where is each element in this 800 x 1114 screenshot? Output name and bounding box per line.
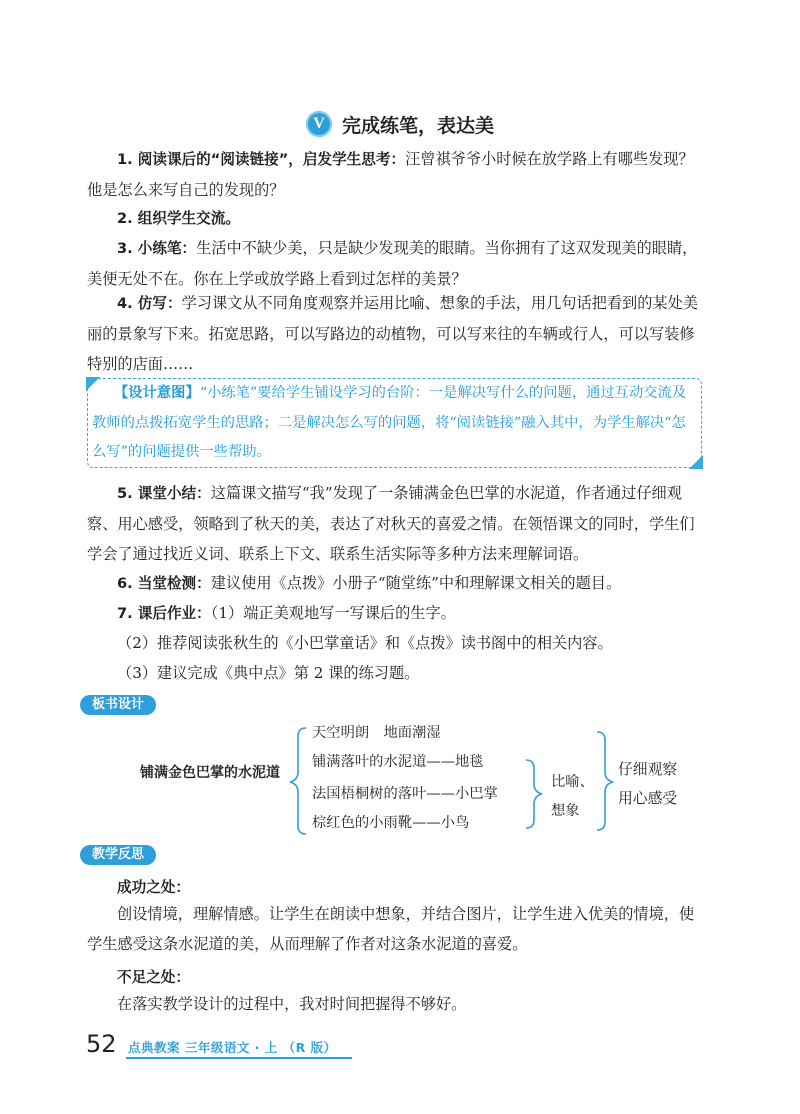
success-text: 创设情境，理解情感。让学生在朗读中想象，并结合图片，让学生进入优美的情境，使学生感受这条水泥道的美，从而理解了作者对这条水泥道的喜爱。 [87, 905, 695, 953]
board-item: 法国梧桐树的落叶——小巴掌 [312, 786, 498, 802]
homework-item: （2）推荐阅读张秋生的《小巴掌童话》和《点拨》读书阁中的相关内容。 [117, 634, 613, 652]
step-5 [87, 478, 702, 569]
homework-item: （3）建议完成《典中点》第 2 课的练习题。 [117, 664, 420, 682]
step-label: 4. 仿写： [117, 295, 182, 312]
success-heading: 成功之处： [117, 879, 190, 896]
step-4 [87, 288, 702, 379]
step-label: 5. 课堂小结： [117, 485, 211, 502]
board-mid-label: 想象 [551, 803, 580, 819]
board-right-label: 用心感受 [618, 790, 678, 807]
board-item: 铺满落叶的水泥道——地毯 [312, 754, 484, 770]
board-design-badge: 板书设计 [80, 695, 156, 715]
step-label: 1. 阅读课后的“阅读链接”，启发学生思考： [117, 151, 406, 168]
step-2 [87, 203, 702, 234]
step-3 [87, 233, 702, 294]
middle-brace-icon [526, 760, 542, 828]
section-heading [0, 108, 800, 140]
board-main-title: 铺满金色巴掌的水泥道 [140, 765, 280, 781]
step-label: 7. 课后作业： [117, 605, 211, 622]
step-label: 2. 组织学生交流。 [117, 210, 240, 227]
step-label: 6. 当堂检测： [117, 575, 211, 592]
section-title: 完成练笔，表达美 [341, 114, 494, 137]
step-text: 生活中不缺少美，只是缺少发现美的眼睛。当你拥有了这双发现美的眼睛，美便无处不在。你在上学或放学路上看到过怎样的美景？ [87, 239, 698, 288]
step-label: 3. 小练笔： [117, 240, 197, 257]
design-intent-label: 【设计意图】 [114, 385, 200, 401]
right-brace-icon [597, 732, 613, 830]
step-7 [87, 598, 702, 629]
design-intent-box [87, 378, 702, 468]
board-item: 棕红色的小雨靴——小鸟 [312, 815, 470, 831]
step-text: 这篇课文描写“我”发现了一条铺满金色巴掌的水泥道，作者通过仔细观察、用心感受，领略到了秋天的美，表达了对秋天的喜爱之情。在领悟课文的同时，学生们学会了通过找近义词、联系上下文、联系生活实际等多种方法来理解词语。 [87, 484, 695, 563]
footer-book-title: 点典教案 三年级语文 · 上 （R 版） [128, 1040, 337, 1055]
page-number: 52 [86, 1030, 117, 1058]
design-intent-body: “小练笔”要给学生铺设学习的台阶：一是解决写什么的问题，通过互动交流及教师的点拨拓宽学生的思路；二是解决怎么写的问题，将“阅读链接”融入其中，为学生解决“怎么写”的问题提供一些帮助。 [92, 385, 687, 460]
design-intent-text [92, 379, 697, 468]
board-item: 天空明朗 地面潮湿 [312, 725, 441, 741]
roman-numeral-badge: V [306, 111, 332, 137]
teaching-reflection-badge: 教学反思 [80, 845, 156, 865]
board-right-label: 仔细观察 [618, 761, 678, 778]
shortage-text: 在落实教学设计的过程中，我对时间把握得不够好。 [117, 995, 467, 1013]
step-text: 学习课文从不同角度观察并运用比喻、想象的手法，用几句话把看到的某处美丽的景象写下来。拓宽思路，可以写路边的动植物，可以写来往的车辆或行人，可以写装修特别的店面…… [87, 294, 698, 373]
board-design-diagram [0, 722, 800, 840]
board-mid-label: 比喻、 [551, 774, 594, 790]
shortage-heading: 不足之处： [117, 969, 190, 986]
step-text: 汪曾祺爷爷小时候在放学路上有哪些发现？他是怎么来写自己的发现的？ [87, 150, 694, 199]
step-text: 建议使用《点拨》小册子“随堂练”中和理解课文相关的题目。 [210, 574, 622, 592]
left-brace-icon [290, 728, 306, 834]
step-text: （1）端正美观地写一写课后的生字。 [210, 604, 456, 622]
step-6 [87, 568, 702, 599]
step-1 [87, 144, 702, 205]
footer-rule [126, 1057, 352, 1059]
